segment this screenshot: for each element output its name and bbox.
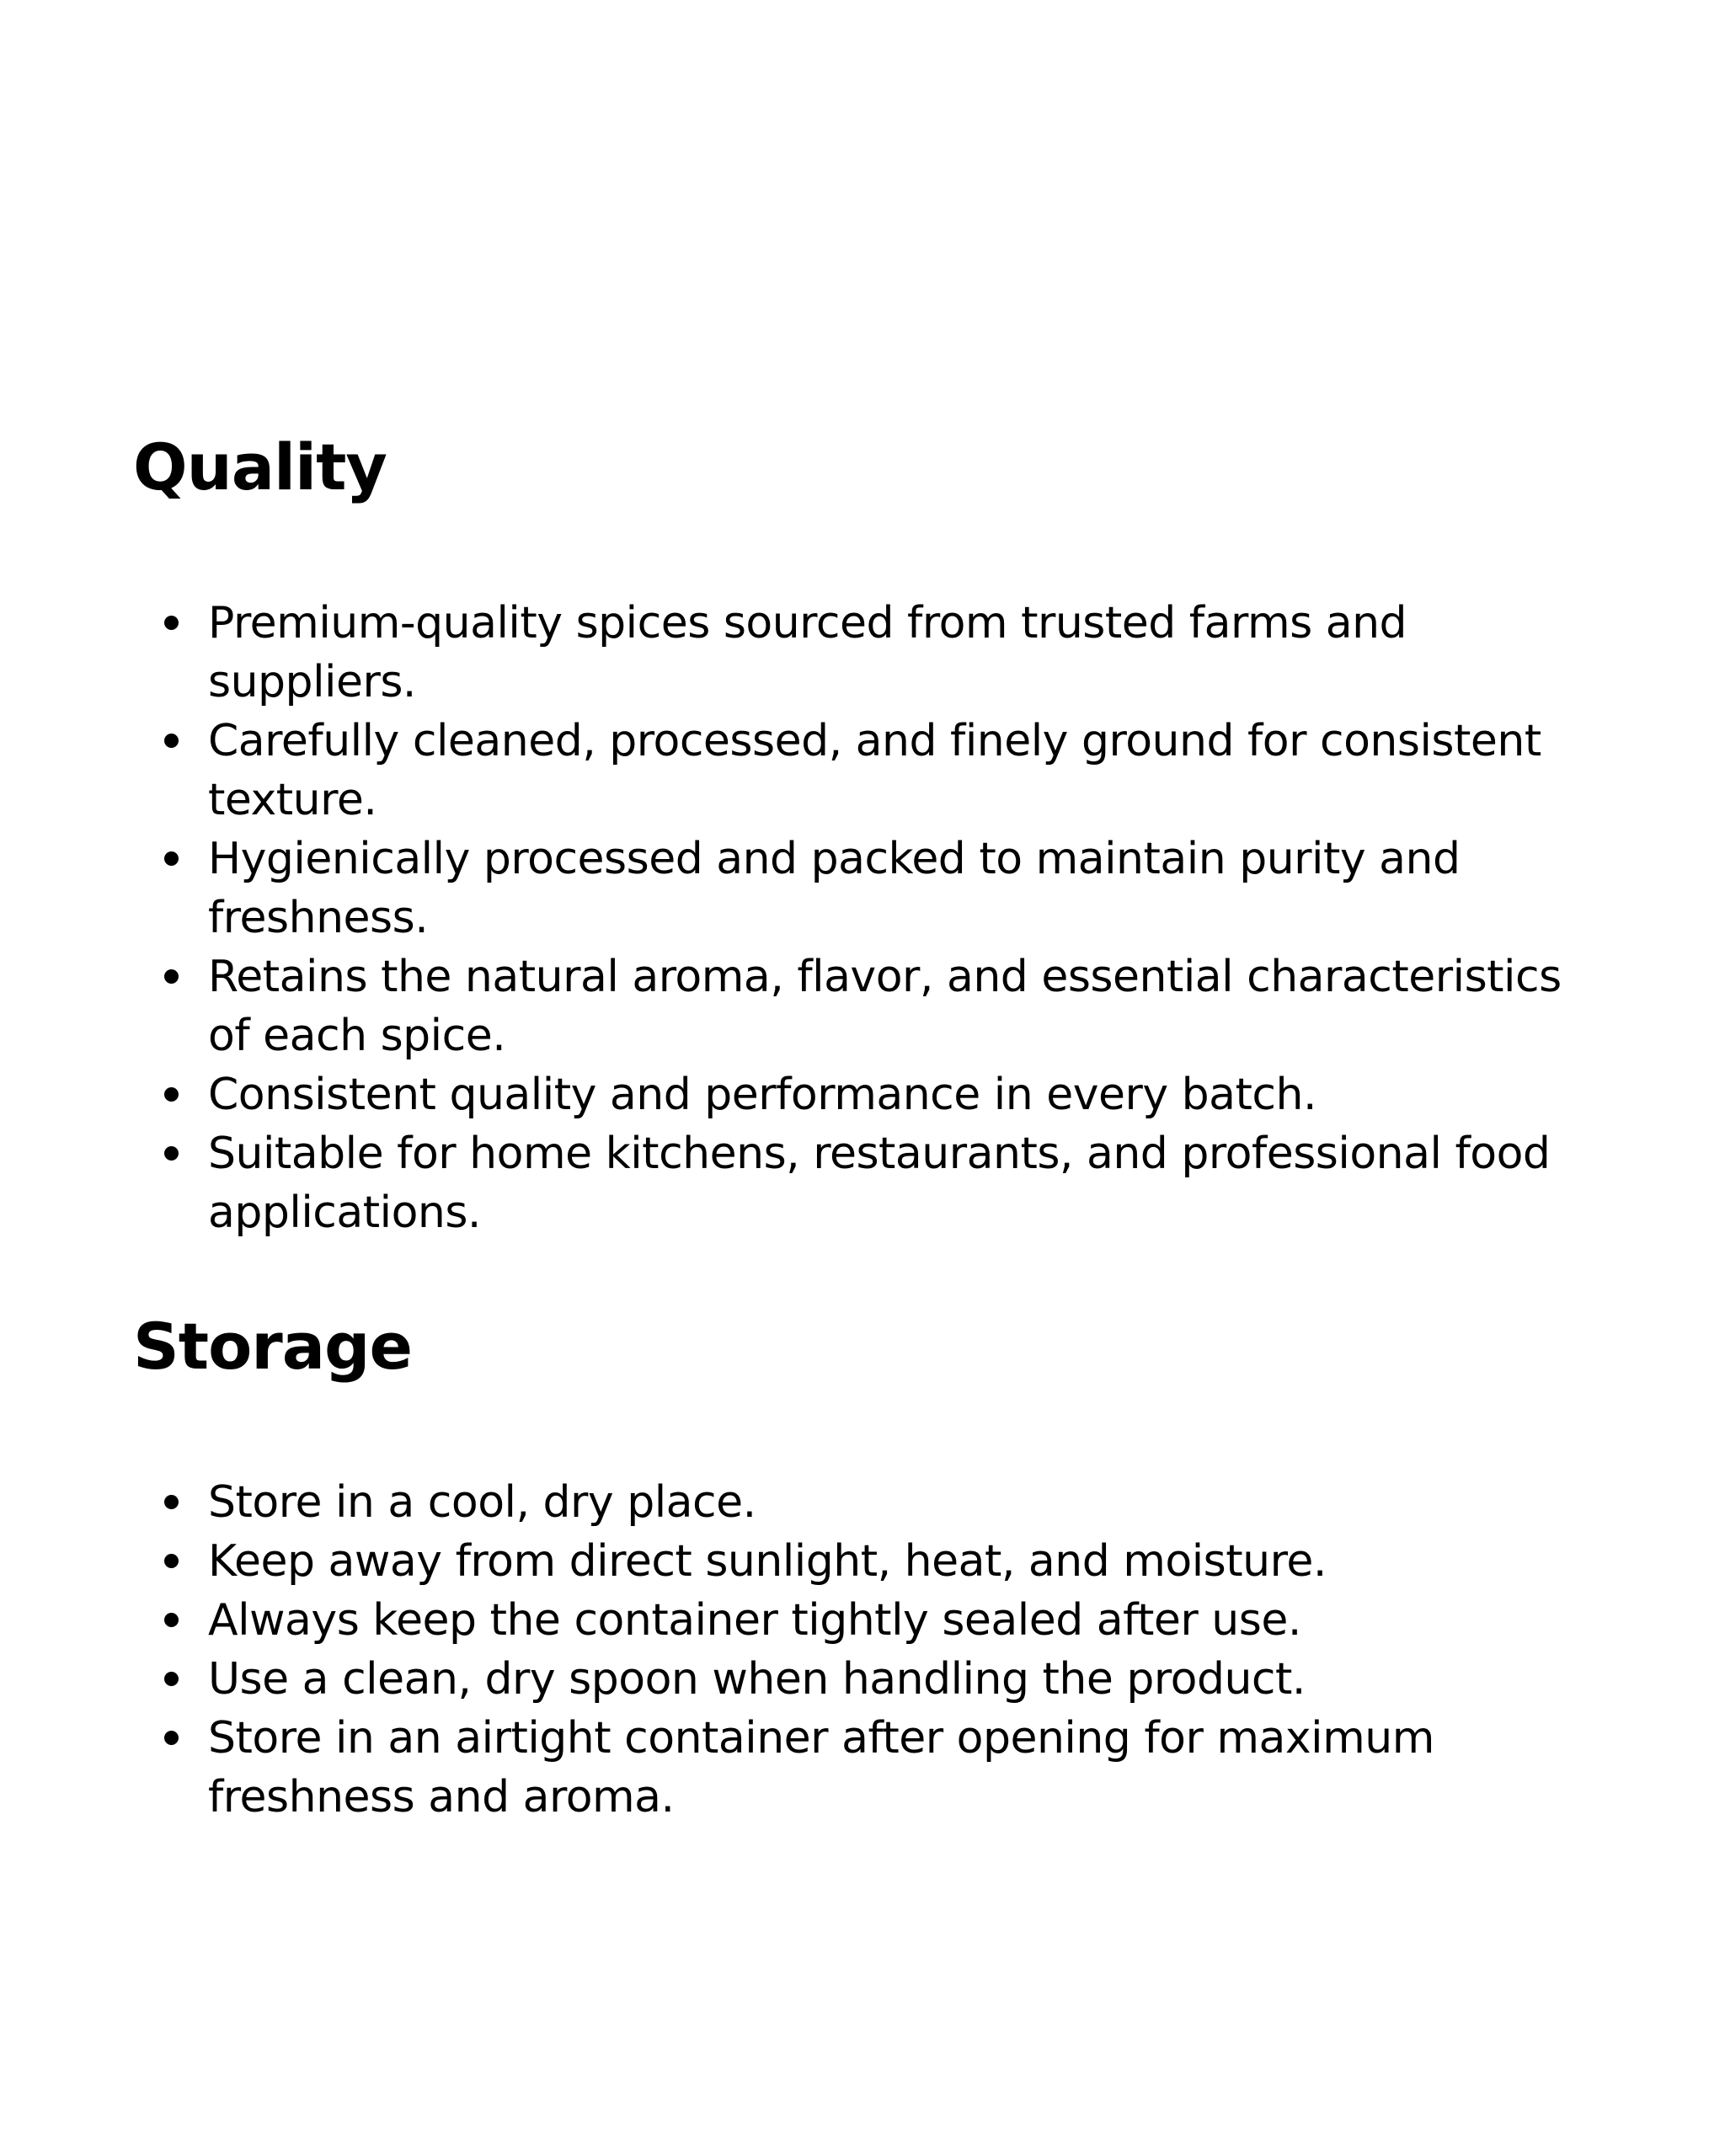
storage-title: Storage: [133, 1309, 412, 1384]
bullet-icon: [164, 1495, 179, 1509]
list-item: [133, 830, 1616, 947]
list-item: [133, 1709, 1616, 1827]
bullet-icon: [164, 1146, 179, 1161]
list-item-text: Always keep the container tightly sealed after use.: [208, 1595, 1301, 1646]
bullet-icon: [164, 969, 179, 984]
list-item: [133, 1473, 1616, 1532]
list-item-text: Use a clean, dry spoon when handling the product.: [208, 1654, 1306, 1705]
list-item: [133, 594, 1616, 712]
list-item: [133, 1124, 1616, 1242]
list-item-text: Hygienically processed and packed to maintain purity and freshness.: [208, 834, 1461, 943]
list-item: [133, 947, 1616, 1065]
bullet-icon: [164, 1554, 179, 1568]
list-item-text: Carefully cleaned, processed, and finely ground for consistent texture.: [208, 716, 1541, 825]
list-item-text: Consistent quality and performance in every batch.: [208, 1070, 1317, 1120]
list-item-text: Suitable for home kitchens, restaurants, and professional food applications.: [208, 1129, 1551, 1238]
bullet-icon: [164, 734, 179, 748]
list-item: [133, 1532, 1616, 1591]
bullet-icon: [164, 616, 179, 630]
bullet-icon: [164, 1672, 179, 1686]
list-item: [133, 1591, 1616, 1650]
storage-section: [133, 1305, 1616, 1827]
bullet-icon: [164, 1087, 179, 1102]
bullet-icon: [164, 1731, 179, 1745]
quality-title: Quality: [133, 430, 387, 504]
quality-section: [133, 425, 1616, 1242]
list-item: [133, 1065, 1616, 1124]
bullet-icon: [164, 851, 179, 866]
list-item: [133, 712, 1616, 830]
list-item: [133, 1650, 1616, 1709]
quality-list: [133, 594, 1616, 1242]
storage-list: [133, 1473, 1616, 1827]
list-item-text: Store in a cool, dry place.: [208, 1477, 756, 1528]
list-item-text: Keep away from direct sunlight, heat, and moisture.: [208, 1536, 1327, 1587]
list-item-text: Premium-quality spices sourced from trusted farms and suppliers.: [208, 598, 1407, 707]
list-item-text: Store in an airtight container after opening for maximum freshness and aroma.: [208, 1713, 1434, 1822]
list-item-text: Retains the natural aroma, flavor, and essential characteristics of each spice.: [208, 952, 1562, 1061]
content: [133, 425, 1616, 1827]
bullet-icon: [164, 1613, 179, 1627]
